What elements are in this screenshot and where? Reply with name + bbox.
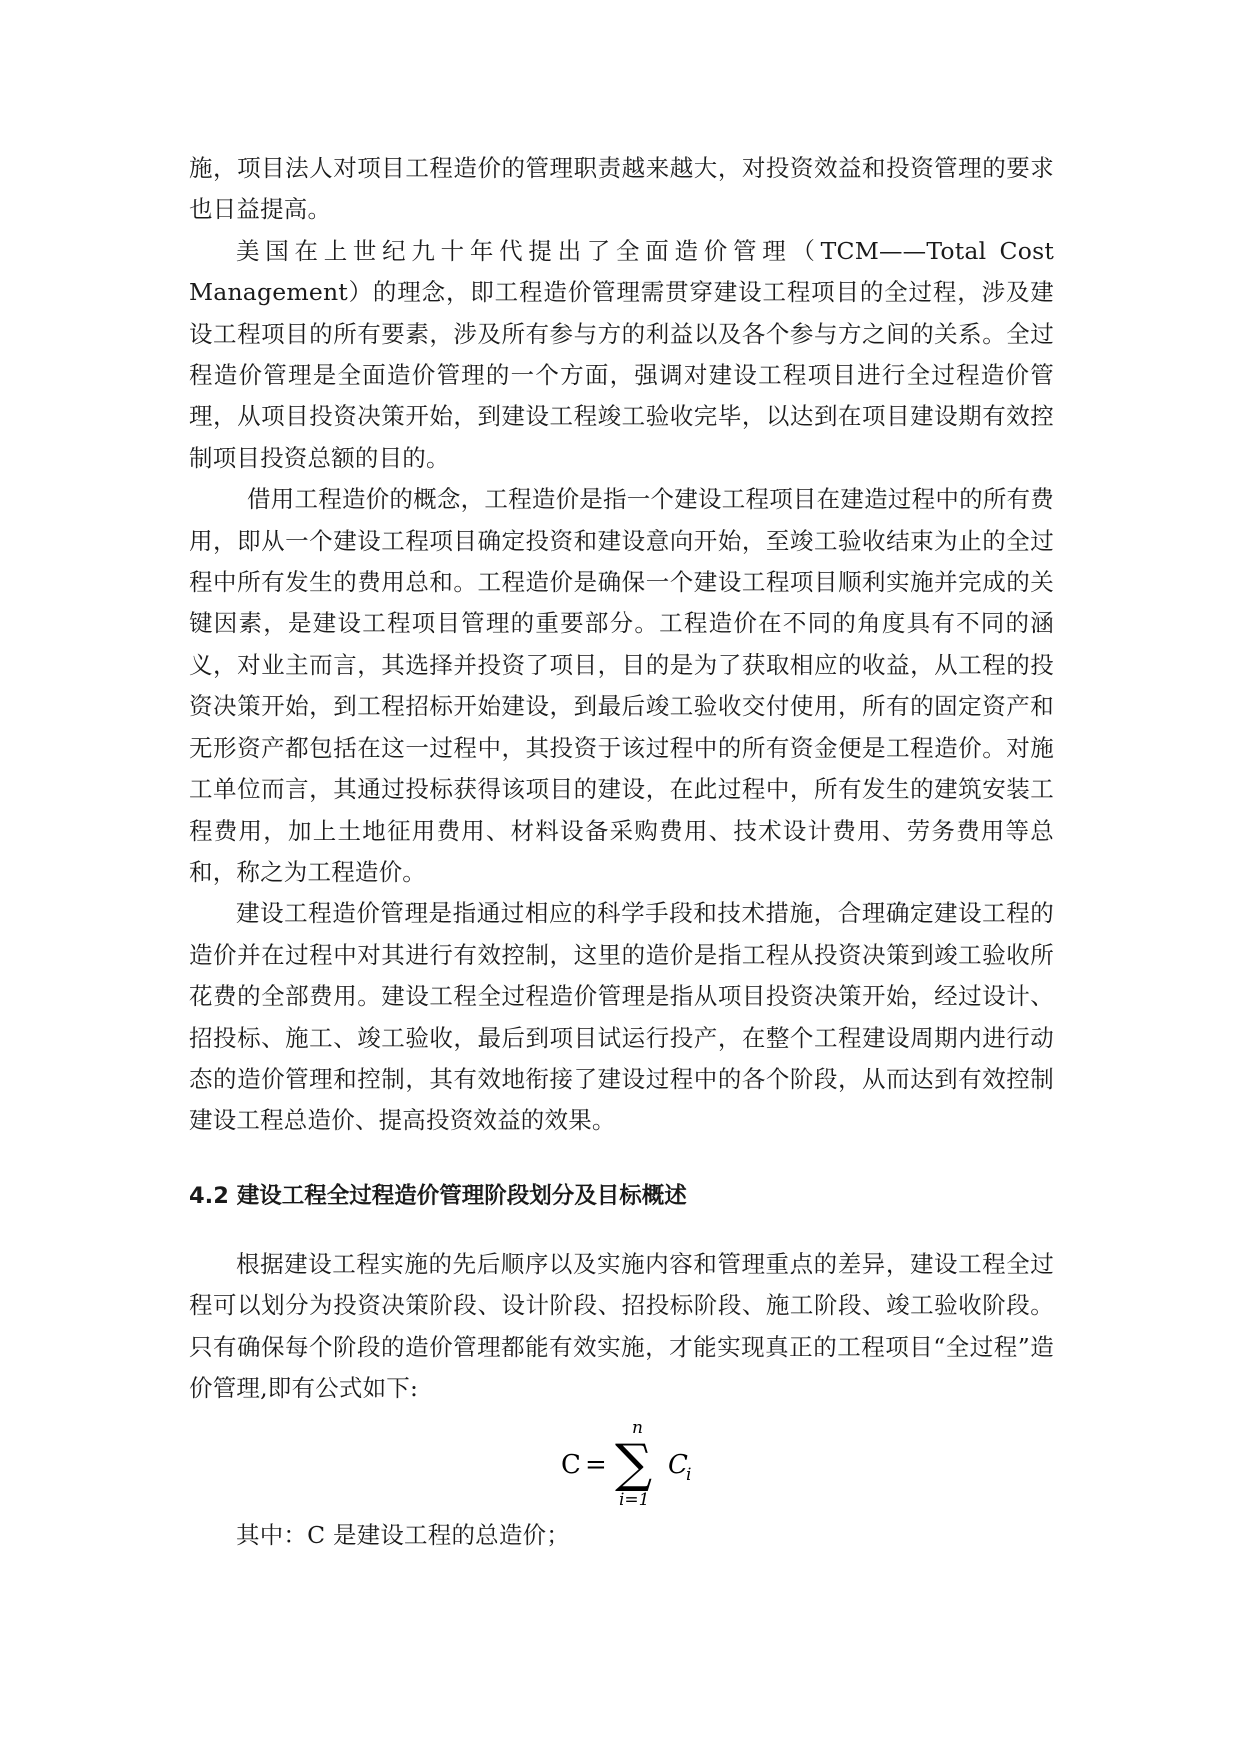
formula-equals: =	[585, 1450, 607, 1481]
paragraph-investment-management: 施，项目法人对项目工程造价的管理职责越来越大，对投资效益和投资管理的要求也日益提高。	[189, 154, 1054, 224]
paragraph-cost-management-definition: 建设工程造价管理是指通过相应的科学手段和技术措施，合理确定建设工程的造价并在过程中对其进行有效控制，这里的造价是指工程从投资决策到竣工验收所花费的全部费用。建设工程全过程造价管理是指从项目投资决策开始，经过设计、招投标、施工、竣工验收，最后到项目试运行投产，在整个工程建设周期内进行动态的造价管理和控制，其有效地衔接了建设过程中的各个阶段，从而达到有效控制建设工程总造价、提高投资效益的效果。	[189, 899, 1054, 1135]
formula-term: C	[668, 1450, 688, 1481]
page-content	[189, 148, 1054, 1557]
paragraph-formula-where: 其中：C 是建设工程的总造价；	[236, 1521, 570, 1550]
paragraph-stage-division: 根据建设工程实施的先后顺序以及实施内容和管理重点的差异，建设工程全过程可以划分为投资决策阶段、设计阶段、招投标阶段、施工阶段、竣工验收阶段。只有确保每个阶段的造价管理都能有效实施，才能实现真正的工程项目“全过程”造价管理,即有公式如下:	[189, 1249, 1054, 1402]
formula-lower-limit: i=1	[619, 1490, 650, 1511]
paragraph-total-cost-management: 美国在上世纪九十年代提出了全面造价管理（TCM——Total Cost Management）的理念，即工程造价管理需贯穿建设工程项目的全过程，涉及建设工程项目的所有要素，涉及所有参与方的利益以及各个参与方之间的关系。全过程造价管理是全面造价管理的一个方面，强调对建设工程项目进行全过程造价管理，从项目投资决策开始，到建设工程竣工验收完毕，以达到在项目建设期有效控制项目投资总额的目的。	[189, 236, 1054, 472]
formula-upper-limit: n	[632, 1418, 643, 1439]
formula-lhs: C	[561, 1450, 581, 1481]
summation-formula	[189, 1415, 1054, 1511]
formula-sum-symbol: ∑	[615, 1434, 653, 1495]
formula-term-subscript: i	[686, 1465, 692, 1486]
paragraph-cost-concept: 借用工程造价的概念，工程造价是指一个建设工程项目在建造过程中的所有费用，即从一个建设工程项目确定投资和建设意向开始，至竣工验收结束为止的全过程中所有发生的费用总和。工程造价是确保一个建设工程项目顺利实施并完成的关键因素，是建设工程项目管理的重要部分。工程造价在不同的角度具有不同的涵义，对业主而言，其选择并投资了项目，目的是为了获取相应的收益，从工程的投资决策开始，到工程招标开始建设，到最后竣工验收交付使用，所有的固定资产和无形资产都包括在这一过程中，其投资于该过程中的所有资金便是工程造价。对施工单位而言，其通过投标获得该项目的建设，在此过程中，所有发生的建筑安装工程费用，加上土地征用费用、材料设备采购费用、技术设计费用、劳务费用等总和，称之为工程造价。	[189, 485, 1054, 886]
section-heading: 4.2 建设工程全过程造价管理阶段划分及目标概述	[189, 1182, 687, 1209]
formula-svg	[561, 1415, 721, 1511]
